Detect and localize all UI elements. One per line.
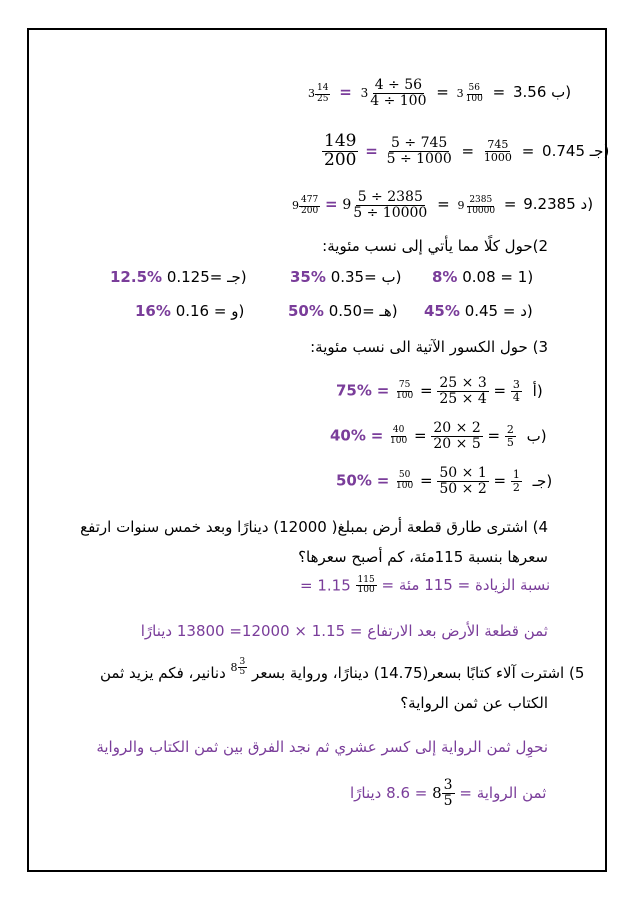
fraction: $\frac{745}{1000}$ — [483, 138, 512, 164]
mixed-fraction: 3 $\frac{14}{25}$ — [308, 83, 329, 104]
q2-item-d: 45% 0.45 = د) — [424, 302, 533, 320]
equals-sign: = — [339, 83, 352, 102]
mixed-fraction: 9 $\frac{5 \div 2385}{5 \div 10000}$ — [342, 189, 428, 221]
q4-line2: سعرها بنسبة 115مئة، كم أصبح سعرها؟ — [298, 548, 548, 566]
q3-title: 3) حول الكسور الآتية الى نسب مئوية: — [310, 338, 548, 356]
q4-answer-2: ثمن قطعة الأرض بعد الارتفاع = 1.15 × 12000= 13800 دينارًا — [140, 622, 548, 640]
line-j-0745: $\frac{149}{200}$ = $\frac{5 \div 745}{5 \div 1000}$ = $\frac{745}{1000}$ = 0.745 جـ) — [324, 131, 610, 170]
mixed-fraction: 8 $\frac{3}{5}$ — [432, 777, 453, 809]
q3-item-a: 75% = $\frac{75}{100}$ = $\frac{25 \times 3}{25 \times 4}$ = $\frac{3}{4}$ أ) — [336, 375, 543, 407]
q5-answer-1: نحوِل ثمن الرواية إلى كسر عشري ثم نجد الفرق بين ثمن الكتاب والرواية — [96, 738, 548, 756]
mixed-fraction: 8 $\frac{3}{5}$ — [230, 657, 246, 678]
fraction: $\frac{5 \div 745}{5 \div 1000}$ — [386, 135, 452, 167]
q2-item-j: 12.5% 0.125= جـ) — [110, 268, 247, 286]
mixed-fraction: 3 $\frac{4 \div 56}{4 \div 100}$ — [360, 77, 427, 109]
line-d-92385: 9 $\frac{477}{200}$ = 9 $\frac{5 \div 2385}{5 \div 10000}$ = 9 $\frac{2385}{10000}$ = 9.2385 د) — [292, 189, 594, 221]
fraction: $\frac{2}{5}$ — [506, 423, 514, 449]
fraction: $\frac{75}{100}$ — [396, 380, 414, 401]
fraction: $\frac{25 \times 3}{25 \times 4}$ — [439, 375, 487, 407]
fraction: $\frac{50 \times 1}{50 \times 2}$ — [439, 465, 487, 497]
q4-line1: 4) اشترى طارق قطعة أرض بمبلغ( 12000) دينارًا وبعد خمس سنوات ارتفع — [80, 518, 548, 536]
q2-title: 2)حول كلًا مما يأتي إلى نسب مئوية: — [322, 237, 548, 255]
fraction: $\frac{20 \times 2}{20 \times 5}$ — [433, 420, 481, 452]
q5-line2: الكتاب عن ثمن الرواية؟ — [400, 694, 548, 712]
fraction: $\frac{1}{2}$ — [512, 468, 520, 494]
q5-line1: دنانير، فكم يزيد ثمن 8 $\frac{3}{5}$ 5) اشترت آلاء كتابًا بسعر(14.75) دينارًا، ورواية بسعر — [100, 657, 585, 682]
fraction: $\frac{149}{200}$ — [324, 131, 357, 170]
fraction: $\frac{50}{100}$ — [396, 470, 414, 491]
q2-item-b: 35% 0.35= ب) — [290, 268, 402, 286]
q4-answer-1: = 1.15 $\frac{115}{100}$ نسبة الزيادة = 115 مئة = — [300, 575, 551, 596]
q2-item-a: 8% 0.08 = 1) — [432, 268, 534, 286]
q3-item-c: 50% = $\frac{50}{100}$ = $\frac{50 \times 1}{50 \times 2}$ = $\frac{1}{2}$ جـ) — [336, 465, 553, 497]
q2-item-w: 16% 0.16 = و) — [135, 302, 245, 320]
fraction: $\frac{40}{100}$ — [390, 425, 408, 446]
q3-item-b: 40% = $\frac{40}{100}$ = $\frac{20 \times 2}{20 \times 5}$ = $\frac{2}{5}$ ب) — [330, 420, 547, 452]
line-b-356: 3 $\frac{14}{25}$ = 3 $\frac{4 \div 56}{4 \div 100}$ = 3 $\frac{56}{100}$ = 3.56 ب) — [308, 77, 572, 109]
fraction: $\frac{115}{100}$ — [357, 575, 375, 596]
mixed-fraction: 3 $\frac{56}{100}$ — [456, 83, 483, 104]
q5-answer-2: = 8.6 دينارًا 8 $\frac{3}{5}$ ثمن الرواية = — [350, 777, 547, 809]
mixed-fraction: 9 $\frac{477}{200}$ — [292, 195, 319, 216]
fraction: $\frac{3}{4}$ — [512, 378, 520, 404]
q2-item-h: 50% 0.50= هـ) — [288, 302, 398, 320]
mixed-fraction: 9 $\frac{2385}{10000}$ — [457, 195, 496, 216]
